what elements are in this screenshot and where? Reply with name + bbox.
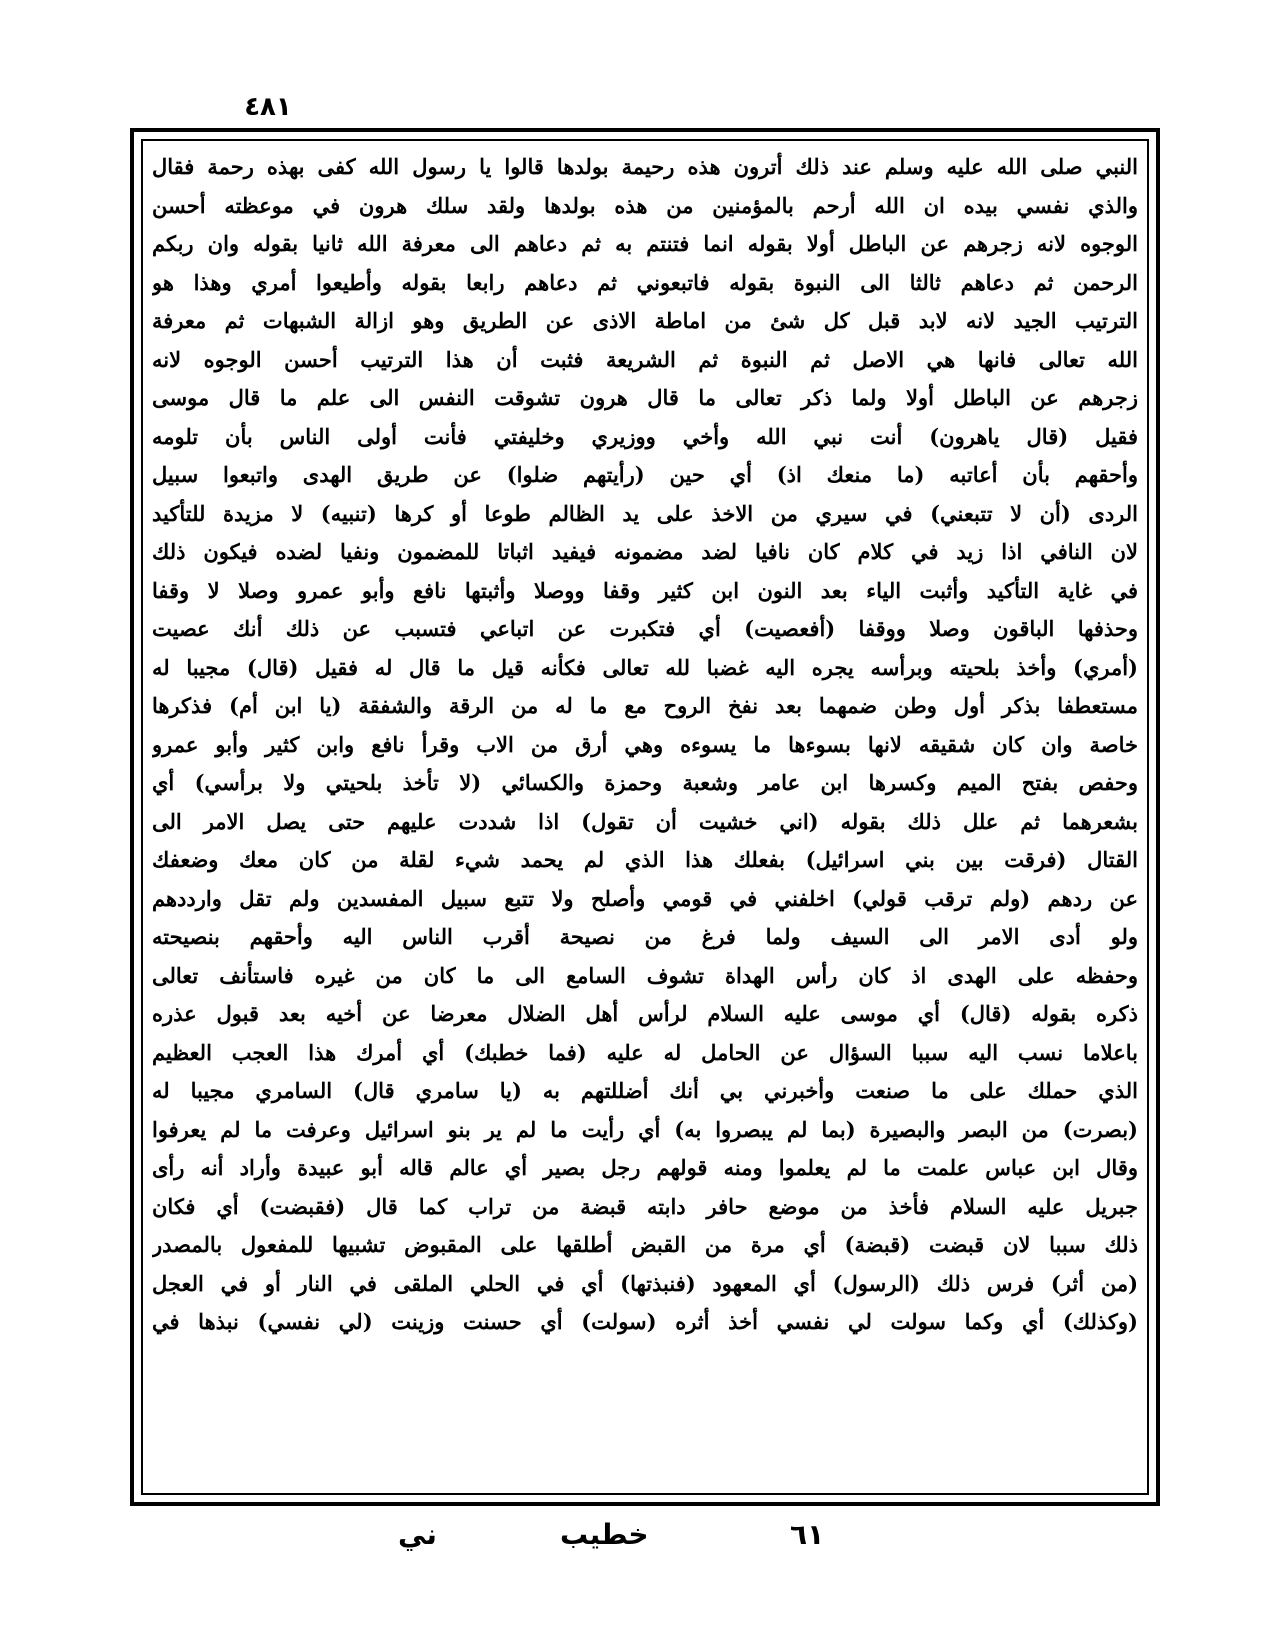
footer-title: خطيب: [560, 1518, 649, 1551]
text-line: الردى (أن لا تتبعني) في سيري من الاخذ على يد الظالم طوعا أو كرها (تنبيه) لا مزيدة للتأكيد: [152, 500, 1138, 526]
text-line: ذلك سببا لان قبضت (قبضة) أي مرة من القبض أطلقها على المقبوض تشبيها للمفعول بالمصدر: [152, 1232, 1138, 1257]
text-line: الله تعالى فانها هي الاصل ثم النبوة ثم الشريعة فثبت أن هذا الترتيب أحسن الوجوه لانه: [152, 346, 1138, 372]
text-line: في غاية التأكيد وأثبت الياء بعد النون ابن كثير وقفا ووصلا وأثبتها نافع وأبو عمرو وصلا لا وقفا: [152, 577, 1138, 603]
text-line: وحفظه على الهدى اذ كان رأس الهداة تشوف السامع الى ما كان من غيره فاستأنف تعالى: [152, 962, 1138, 988]
text-line: ولو أدى الامر الى السيف ولما فرغ من نصيحة أقرب الناس اليه وأحقهم بنصيحته: [152, 924, 1138, 949]
text-line: عن ردهم (ولم ترقب قولي) اخلفني في قومي وأصلح ولا تتبع سبيل المفسدين ولم تقل وارددهم: [152, 885, 1138, 911]
text-line: الوجوه لانه زجرهم عن الباطل أولا بقوله انما فتنتم به ثم دعاهم الى معرفة الله ثانيا بقوله وان ربكم: [152, 231, 1138, 256]
text-line: وحفص بفتح الميم وكسرها ابن عامر وشعبة وحمزة والكسائي (لا تأخذ بلحيتي ولا برأسي) أي: [152, 770, 1138, 795]
text-line: (وكذلك) أي وكما سولت لي نفسي أخذ أثره (سولت) أي حسنت وزينت (لي نفسي) نبذها في: [152, 1309, 1138, 1334]
page-number: ٤٨١: [244, 92, 292, 122]
text-line: مستعطفا بذكر أول وطن ضمهما بعد نفخ الروح مع ما له من الرقة والشفقة (يا ابن أم) فذكرها: [152, 693, 1138, 718]
page-footer: [0, 1518, 1275, 1578]
text-line: القتال (فرقت بين بني اسرائيل) بفعلك هذا الذي لم يحمد شيء لقلة من كان معك وضعفك: [152, 847, 1138, 872]
text-line: خاصة وان كان شقيقه لانها بسوءها ما يسوءه وهي أرق من الاب وقرأ نافع وابن كثير وأبو عمرو: [152, 731, 1138, 757]
text-line: (أمري) وأخذ بلحيته وبرأسه يجره اليه غضبا لله تعالى فكأنه قيل ما قال له فقيل (قال) مجيبا له: [152, 654, 1138, 680]
text-line: جبريل عليه السلام فأخذ من موضع حافر دابته قبضة من تراب كما قال (فقبضت) أي فكان: [152, 1193, 1138, 1219]
text-line: باعلاما نسب اليه سببا السؤال عن الحامل له عليه (فما خطبك) أي أمرك هذا العجب العظيم: [152, 1039, 1138, 1065]
text-line: لان النافي اذا زيد في كلام كان نافيا لضد مضمونه فيفيد اثباتا للمضمون ونفيا لضده فيكون ذلك: [152, 539, 1138, 564]
text-line: بشعرهما ثم علل ذلك بقوله (اني خشيت أن تقول) اذا شددت عليهم حتى يصل الامر الى: [152, 808, 1138, 834]
text-line: النبي صلى الله عليه وسلم عند ذلك أترون هذه رحيمة بولدها قالوا يا رسول الله كفى بهذه رحمة فقال: [152, 154, 1138, 179]
text-line: وقال ابن عباس علمت ما لم يعلموا ومنه قولهم رجل بصير أي عالم قاله أبو عبيدة وأراد أنه رأى: [152, 1155, 1138, 1180]
text-line: (من أثر) فرس ذلك (الرسول) أي المعهود (فنبذتها) أي في الحلي الملقى في النار أو في العجل: [152, 1270, 1138, 1296]
text-line: ذكره بقوله (قال) أي موسى عليه السلام لرأس أهل الضلال معرضا عن أخيه بعد قبول عذره: [152, 1001, 1138, 1026]
text-line: الذي حملك على ما صنعت وأخبرني بي أنك أضللتهم به (يا سامري قال) السامري مجيبا له: [152, 1078, 1138, 1103]
text-line: فقيل (قال ياهرون) أنت نبي الله وأخي ووزيري وخليفتي فأنت أولى الناس بأن تلومه: [152, 423, 1138, 449]
text-line: والذي نفسي بيده ان الله أرحم بالمؤمنين من هذه بولدها ولقد سلك هرون في موعظته أحسن: [152, 192, 1138, 218]
signature-number: ٦١: [790, 1518, 825, 1551]
text-body: [152, 148, 1138, 1486]
text-line: وأحقهم بأن أعاتبه (ما منعك اذ) أي حين (رأيتهم ضلوا) عن طريق الهدى واتبعوا سبيل: [152, 462, 1138, 487]
text-line: (بصرت) من البصر والبصيرة (بما لم يبصروا به) أي رأيت ما لم ير بنو اسرائيل وعرفت ما لم يعرفوا: [152, 1116, 1138, 1142]
text-line: وحذفها الباقون وصلا ووقفا (أفعصيت) أي فتكبرت عن اتباعي فتسبب عن ذلك أنك عصيت: [152, 616, 1138, 641]
text-line: الرحمن ثم دعاهم ثالثا الى النبوة بقوله فاتبعوني ثم دعاهم رابعا بقوله وأطيعوا أمري وهذا هو: [152, 269, 1138, 295]
text-line: الترتيب الجيد لانه لابد قبل كل شئ من اماطة الاذى عن الطريق وهو ازالة الشبهات ثم معرفة: [152, 308, 1138, 333]
footer-mark: ني: [398, 1518, 437, 1551]
text-line: زجرهم عن الباطل أولا ولما ذكر تعالى ما قال هرون تشوقت النفس الى علم ما قال موسى: [152, 385, 1138, 410]
